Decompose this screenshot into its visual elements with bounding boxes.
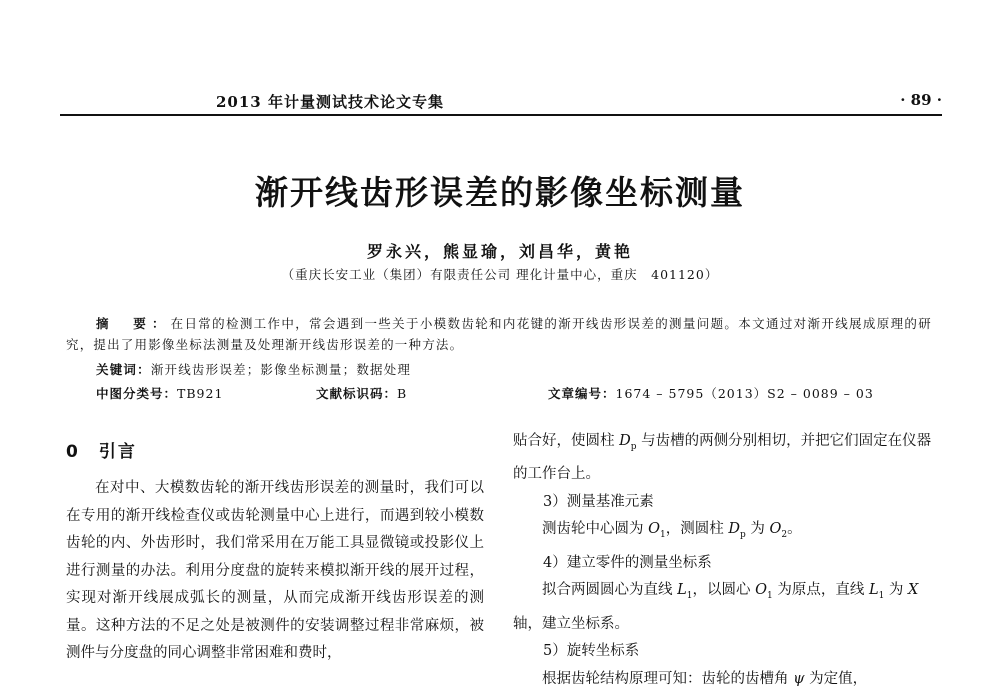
article-number-line xyxy=(548,384,874,402)
paragraph-datum-elements: 测齿轮中心圆为 $O_1$，测圆柱 $D_p$ 为 $O_2$。 xyxy=(542,521,802,541)
paragraph-coordinate-system: 拟合两圆圆心为直线 $L_1$，以圆心 $O_1$ 为原点，直线 $L_1$ 为 X 轴，建立坐标系。 xyxy=(513,582,919,632)
introduction-paragraph: 在对中、大模数齿轮的渐开线齿形误差的测量时，我们可以在专用的渐开线检查仪或齿轮测量中心上进行，而遇到较小模数齿轮的内、外齿形时，我们常采用在万能工具显微镜或投影仪上进行测量的办法。利用分度盘的旋转来模拟渐开线的展开过程，实现对渐开线展成弧长的测量，从而完成渐开线齿形误差的测量。这种方法的不足之处是被测件的安装调整过程非常麻烦，被测件与分度盘的同心调整非常困难和费时， xyxy=(66,480,484,661)
header-rule xyxy=(60,114,942,116)
subheading-5: 5）旋转坐标系 xyxy=(543,643,640,660)
classification-line xyxy=(96,384,223,402)
keywords-line xyxy=(96,360,411,378)
abstract-text: 在日常的检测工作中，常会遇到一些关于小模数齿轮和内花键的渐开线齿形误差的测量问题。本文通过对渐开线展成原理的研究，提出了用影像坐标法测量及处理渐开线齿形误差的一种方法。 xyxy=(66,316,932,352)
running-header-title: 2013 年计量测试技术论文专集 xyxy=(216,93,444,111)
classification-value: TB921 xyxy=(177,386,224,401)
article-number-label: 文章编号： xyxy=(548,386,616,401)
doc-code-label: 文献标识码： xyxy=(316,386,398,401)
keywords-label: 关键词： xyxy=(96,362,151,377)
article-title: 渐开线齿形误差的影像坐标测量 xyxy=(255,173,745,212)
keywords-text: 渐开线齿形误差；影像坐标测量；数据处理 xyxy=(150,362,412,377)
paragraph-fixture: 贴合好，使圆柱 $D_p$ 与齿槽的两侧分别相切，并把它们固定在仪器的工作台上。 xyxy=(513,433,932,483)
right-column xyxy=(513,428,933,693)
doc-code-line xyxy=(316,384,407,402)
author-list: 罗永兴，熊显瑜，刘昌华，黄艳 xyxy=(366,242,633,261)
page-number: · 89 · xyxy=(900,91,942,109)
abstract-block xyxy=(66,313,932,355)
abstract-label: 摘 要： xyxy=(96,316,171,331)
subheading-4: 4）建立零件的测量坐标系 xyxy=(543,554,712,571)
author-affiliation: （重庆长安工业（集团）有限责任公司 理化计量中心，重庆 401120） xyxy=(281,267,719,282)
doc-code-value: B xyxy=(397,386,408,401)
section-heading-introduction: 0 引言 xyxy=(66,442,137,462)
article-number-value: 1674 – 5795（2013）S2 – 0089 – 03 xyxy=(615,386,874,401)
classification-label: 中图分类号： xyxy=(96,386,178,401)
subheading-3: 3）测量基准元素 xyxy=(543,493,654,510)
paragraph-rotate-coordinates: 根据齿轮结构原理可知：齿轮的齿槽角 ψ 为定值， xyxy=(542,670,868,687)
